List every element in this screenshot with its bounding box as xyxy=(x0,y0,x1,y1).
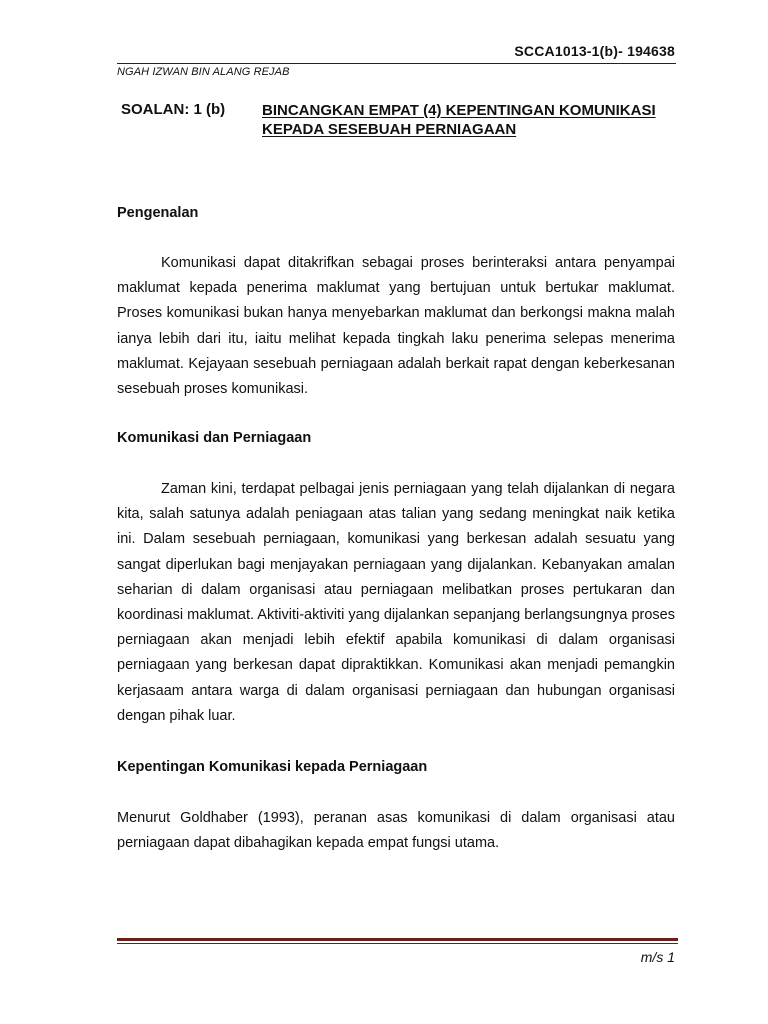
document-code: SCCA1013-1(b)- 194638 xyxy=(514,43,675,59)
page-number: m/s 1 xyxy=(640,949,675,965)
author-name: NGAH IZWAN BIN ALANG REJAB xyxy=(117,66,290,78)
footer-divider-thick xyxy=(117,938,678,941)
question-title xyxy=(262,101,682,139)
header-divider xyxy=(117,63,676,64)
business-text: Zaman kini, terdapat pelbagai jenis perniagaan yang telah dijalankan di negara kita, salah satunya adalah peniagaan atas talian yang sedang meningkat naik ketika ini. Dalam sesebuah perniagaan, komunikasi yang berkesan adalah sesuatu yang sangat diperlukan bagi menjayakan perniagaan yang dijalankan. Kebanyakan amalan seharian di dalam organisasi atau perniagaan melibatkan proses pertukaran dan koordinasi maklumat. Aktiviti-aktiviti yang dijalankan sepanjang berlangsungnya proses perniagaan akan menjadi lebih efektif apabila komunikasi di dalam organisasi perniagaan yang berkesan dapat dipraktikkan. Komunikasi akan menjadi pemangkin kerjasaam antara warga di dalam organisasi perniagaan dan hubungan organisasi dengan pihak luar. xyxy=(117,481,675,724)
section-body-intro xyxy=(117,251,675,402)
footer-divider-thin xyxy=(117,943,678,944)
question-title-line-2: KEPADA SESEBUAH PERNIAGAAN xyxy=(262,121,517,138)
section-heading-importance: Kepentingan Komunikasi kepada Perniagaan xyxy=(117,759,428,775)
question-title-line-1: BINCANGKAN EMPAT (4) KEPENTINGAN KOMUNIKASI xyxy=(262,102,656,119)
section-heading-intro: Pengenalan xyxy=(117,205,199,221)
section-body-importance: Menurut Goldhaber (1993), peranan asas komunikasi di dalam organisasi atau perniagaan dapat dibahagikan kepada empat fungsi utama. xyxy=(117,810,675,852)
section-heading-business: Komunikasi dan Perniagaan xyxy=(117,430,312,446)
question-label: SOALAN: 1 (b) xyxy=(121,101,226,118)
section-body-business xyxy=(117,477,675,729)
intro-text: Komunikasi dapat ditakrifkan sebagai proses berinteraksi antara penyampai maklumat kepada penerima maklumat yang bertujuan untuk bertukar maklumat. Proses komunikasi bukan hanya menyebarkan maklumat dan berkongsi makna malah ianya lebih dari itu, iaitu melihat kepada tingkah laku penerima selepas menerima maklumat. Kejayaan sesebuah perniagaan adalah berkait rapat dengan keberkesanan sesebuah proses komunikasi. xyxy=(117,255,675,398)
